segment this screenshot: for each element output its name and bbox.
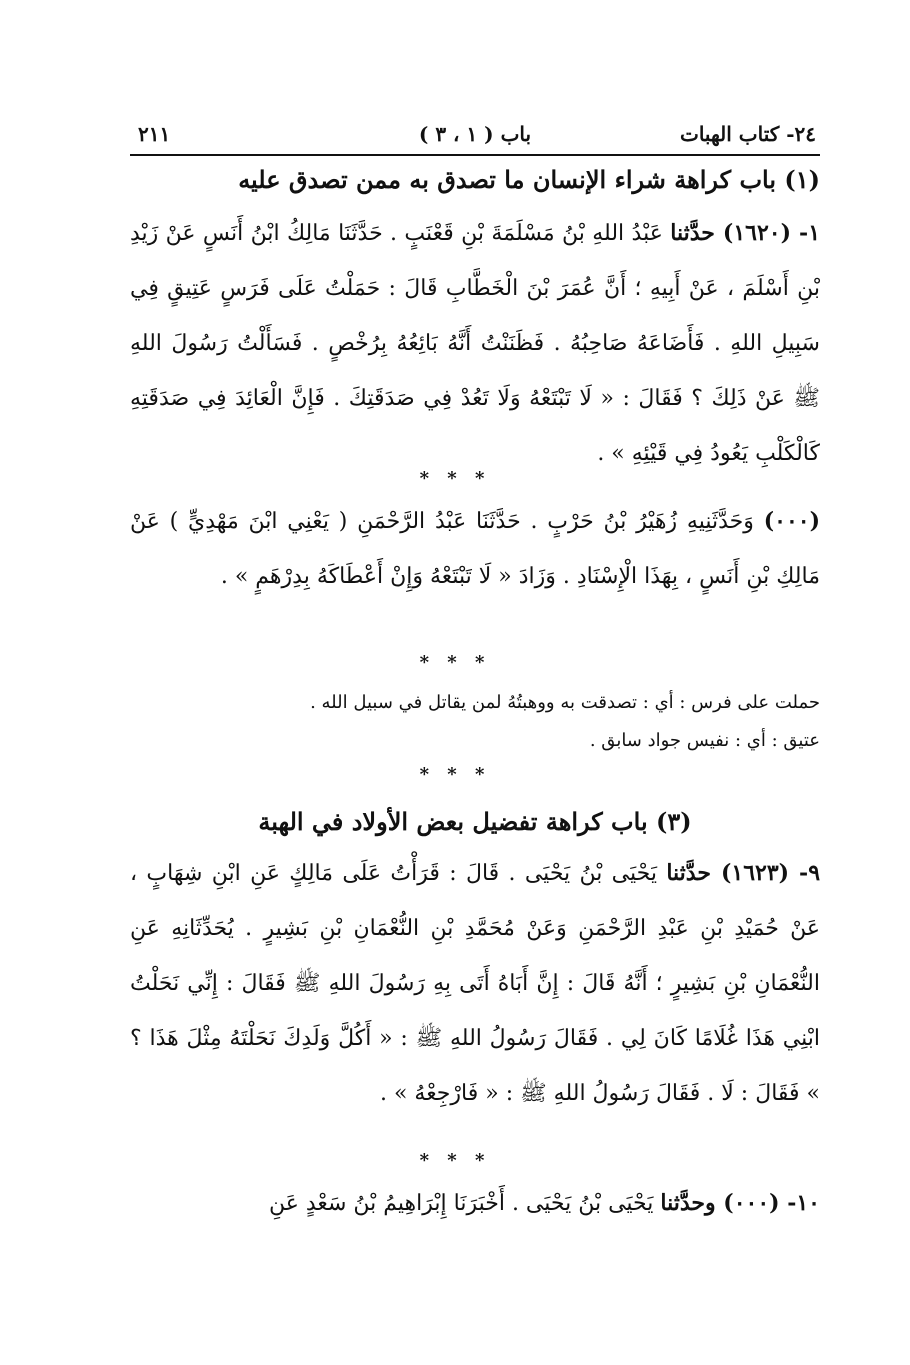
hadith-1620 [130, 206, 820, 481]
hadith-number: ٩- (١٦٢٣) حدَّثنا [666, 860, 821, 886]
section-3-heading: (٣) باب كراهة تفضيل بعض الأولاد في الهبة [258, 807, 692, 836]
hadith-text: وَحَدَّثَنِيهِ زُهَيْرُ بْنُ حَرْبٍ . حَدَّثَنَا عَبْدُ الرَّحْمَنِ ( يَعْنِي ابْنَ مَهْدِيٍّ ) عَنْ مَالِكِ بْنِ أَنَسٍ ، بِهَذَا الْإِسْنَادِ . وَزَادَ « لَا تَبْتَعْهُ وَإِنْ أَعْطَاكَهُ بِدِرْهَمٍ » . [130, 509, 820, 589]
page-header [130, 118, 820, 156]
separator-stars: * * * [419, 468, 491, 489]
hadith-text: يَحْيَى بْنُ يَحْيَى . قَالَ : قَرَأْتُ عَلَى مَالِكٍ عَنِ ابْنِ شِهَابٍ ، عَنْ حُمَيْدِ بْنِ عَبْدِ الرَّحْمَنِ وَعَنْ مُحَمَّدِ بْنِ النُّعْمَانِ بْنِ بَشِيرٍ . يُحَدِّثَانِهِ عَنِ النُّعْمَانِ بْنِ بَشِيرٍ ؛ أَنَّهُ قَالَ : إِنَّ أَبَاهُ أَتَى بِهِ رَسُولَ اللهِ ﷺ فَقَالَ : إِنِّي نَحَلْتُ ابْنِي هَذَا غُلَامًا كَانَ لِي . فَقَالَ رَسُولُ اللهِ ﷺ : « أَكُلَّ وَلَدِكَ نَحَلْتَهُ مِثْلَ هَذَا ؟ » فَقَالَ : لَا . فَقَالَ رَسُولُ اللهِ ﷺ : « فَارْجِعْهُ » . [130, 861, 820, 1106]
hadith-text: يَحْيَى بْنُ يَحْيَى . أَخْبَرَنَا إِبْرَاهِيمُ بْنُ سَعْدٍ عَنِ [268, 1191, 654, 1216]
hadith-number: ١٠- (٠٠٠) وحدَّثنا [660, 1190, 820, 1216]
separator-stars: * * * [419, 764, 491, 785]
hadith-number: (٠٠٠) [763, 508, 820, 534]
hadith-1623 [130, 846, 820, 1121]
note-line: عتيق : أي : نفيس جواد سابق . [589, 730, 820, 751]
note-line: حملت على فرس : أي : تصدقت به ووهبتُهُ لمن يقاتل في سبيل الله . [310, 692, 820, 713]
section-1-heading: (١) باب كراهة شراء الإنسان ما تصدق به ممن تصدق عليه [238, 165, 820, 194]
hadith-number: ١- (١٦٢٠) حدَّثنا [670, 220, 821, 246]
hadith-000-a [130, 494, 820, 604]
hadith-000-b [130, 1176, 820, 1231]
hadith-text: عَبْدُ اللهِ بْنُ مَسْلَمَةَ بْنِ قَعْنَبٍ . حَدَّثَنَا مَالِكُ ابْنُ أَنَسٍ عَنْ زَيْدِ بْنِ أَسْلَمَ ، عَنْ أَبِيهِ ؛ أَنَّ عُمَرَ بْنَ الْخَطَّابِ قَالَ : حَمَلْتُ عَلَى فَرَسٍ عَتِيقٍ فِي سَبِيلِ اللهِ . فَأَضَاعَهُ صَاحِبُهُ . فَظَنَنْتُ أَنَّهُ بَائِعُهُ بِرُخْصٍ . فَسَأَلْتُ رَسُولَ اللهِ ﷺ عَنْ ذَلِكَ ؟ فَقَالَ : « لَا تَبْتَعْهُ وَلَا تَعُدْ فِي صَدَقَتِكَ . فَإِنَّ الْعَائِدَ فِي صَدَقَتِهِ كَالْكَلْبِ يَعُودُ فِي قَيْئِهِ » . [130, 221, 820, 466]
glossary-notes [130, 684, 820, 760]
book-title: ٢٤- كتاب الهبات [679, 122, 816, 146]
chapter-range: باب ( ١ ، ٣ ) [418, 122, 532, 146]
page-number: ٢١١ [138, 122, 171, 146]
separator-stars: * * * [419, 652, 491, 673]
separator-stars: * * * [419, 1150, 491, 1171]
